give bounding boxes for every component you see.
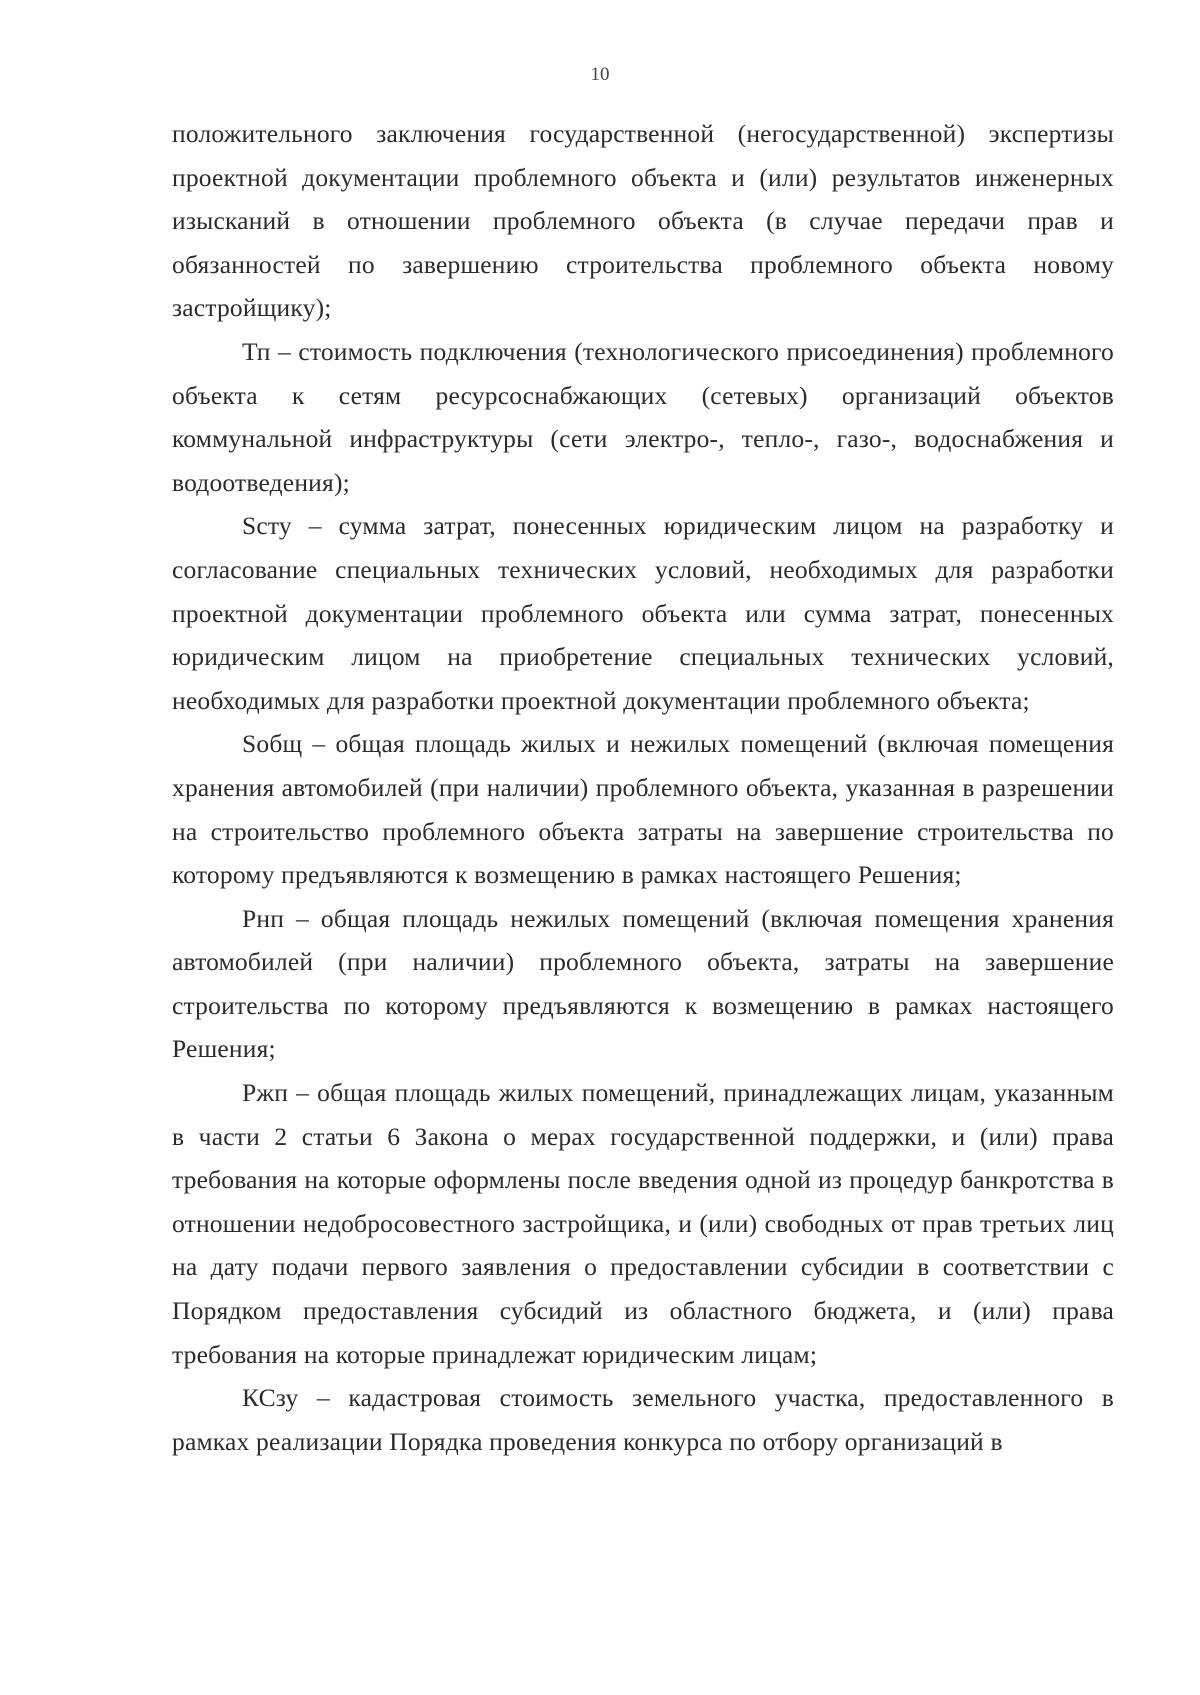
paragraph-tp-definition: Тп – стоимость подключения (технологического присоединения) проблемного объекта к сетям ресурсоснабжающих (сетевых) организаций объектов коммунальной инфраструктуры (сети электро-, тепло-, газо-, водоснабжения и водоотведения); [172, 336, 1114, 497]
paragraph-sobsch-definition: Sобщ – общая площадь жилых и нежилых помещений (включая помещения хранения автомобилей (при наличии) проблемного объекта, указанная в разрешении на строительство проблемного объекта затраты на завершение строительства по которому предъявляются к возмещению в рамках настоящего Решения; [172, 729, 1114, 890]
paragraph-scty-definition: Sсту – сумма затрат, понесенных юридическим лицом на разработку и согласование специальных технических условий, необходимых для разработки проектной документации проблемного объекта или сумма затрат, понесенных юридическим лицом на приобретение специальных технических условий, необходимых для разработки проектной документации проблемного объекта; [172, 511, 1114, 715]
paragraph-kszu-definition: КСзу – кадастровая стоимость земельного участка, предоставленного в рамках реализации Порядка проведения конкурса по отбору организаций в [172, 1383, 1114, 1456]
page-number: 10 [590, 64, 610, 85]
document-body [172, 112, 1114, 1463]
paragraph-rzhp-definition: Ржп – общая площадь жилых помещений, принадлежащих лицам, указанным в части 2 статьи 6 Закона о мерах государственной поддержки, и (или) права требования на которые оформлены после введения одной из процедур банкротства в отношении недобросовестного застройщика, и (или) свободных от прав третьих лиц на дату подачи первого заявления о предоставлении субсидии в соответствии с Порядком предоставления субсидий из областного бюджета, и (или) права требования на которые принадлежат юридическим лицам; [172, 1078, 1114, 1369]
paragraph-rnp-definition: Рнп – общая площадь нежилых помещений (включая помещения хранения автомобилей (при наличии) проблемного объекта, затраты на завершение строительства по которому предъявляются к возмещению в рамках настоящего Решения; [172, 903, 1114, 1064]
paragraph-expertise-continuation: положительного заключения государственной (негосударственной) экспертизы проектной документации проблемного объекта и (или) результатов инженерных изысканий в отношении проблемного объекта (в случае передачи прав и обязанностей по завершению строительства проблемного объекта новому застройщику); [172, 119, 1114, 323]
